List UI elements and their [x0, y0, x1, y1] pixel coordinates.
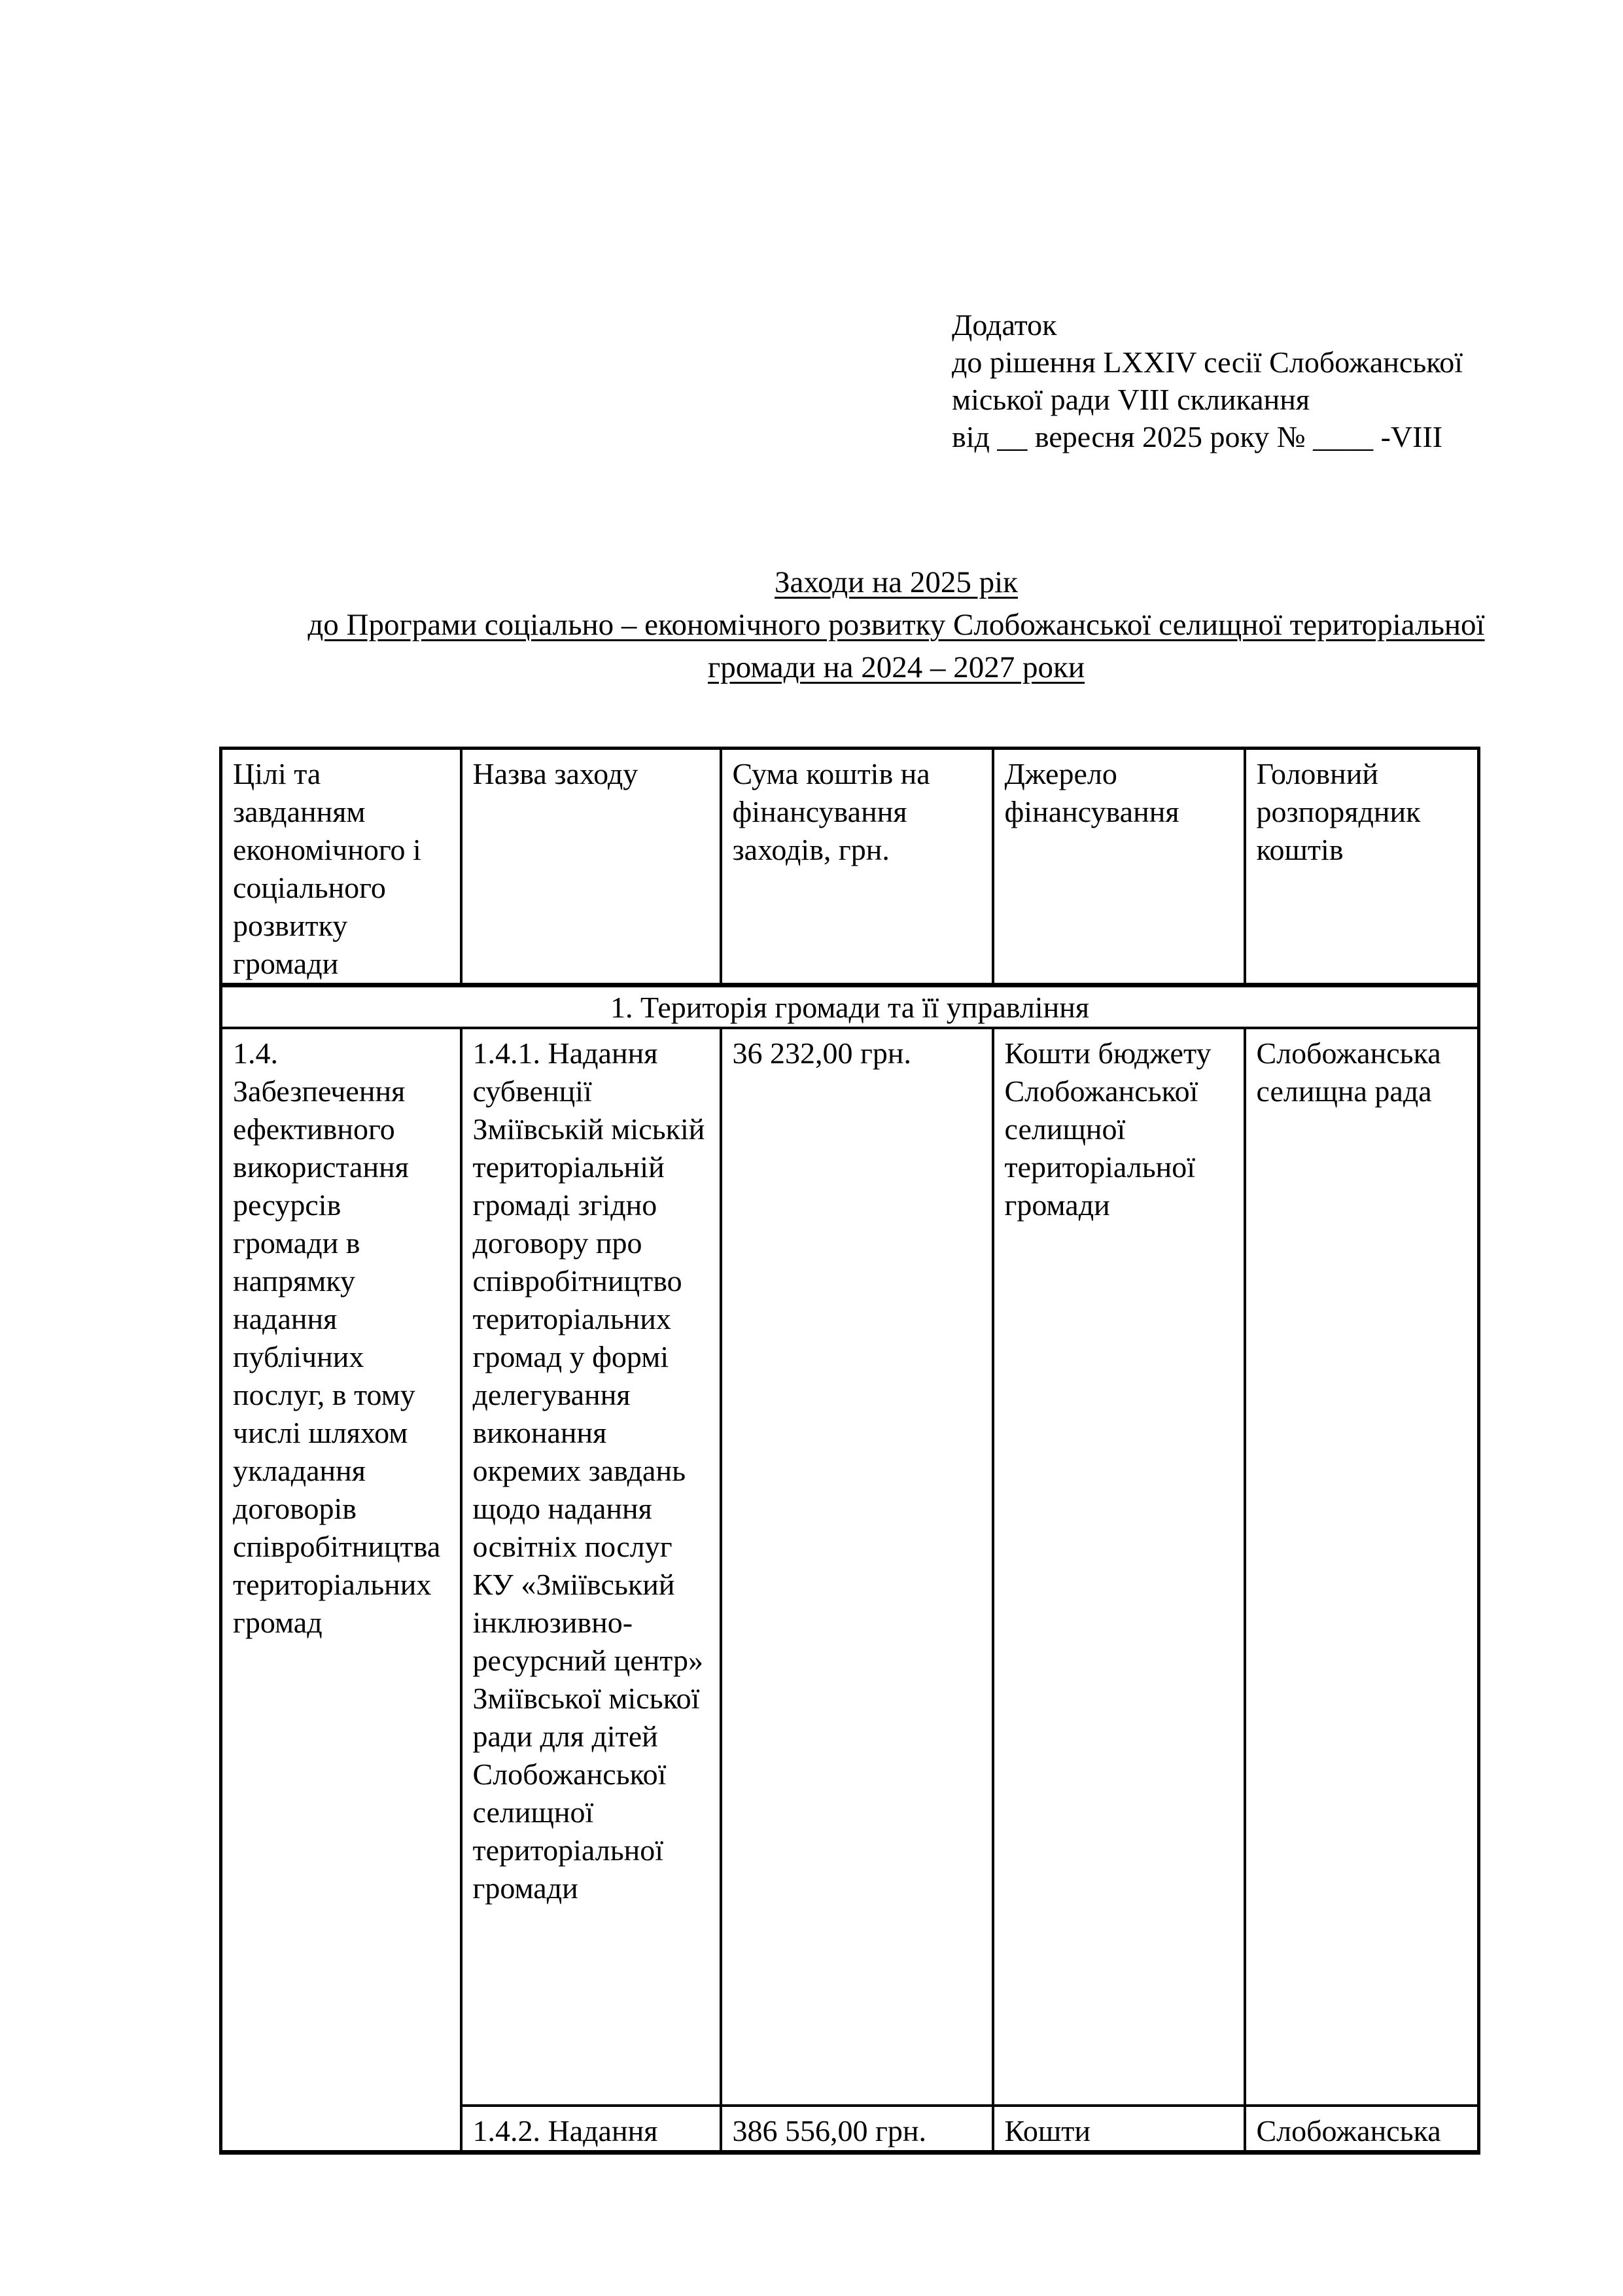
header-measure-name: Назва заходу	[461, 749, 721, 985]
title-line: громади на 2024 – 2027 роки	[708, 650, 1085, 684]
appendix-line: Додаток	[952, 308, 1057, 342]
table-header-row	[221, 749, 1479, 985]
table-row	[221, 1028, 1479, 2106]
measure-cell: 1.4.2. Надання	[461, 2106, 721, 2153]
header-funding-source: Джерело фінансування	[993, 749, 1245, 985]
goal-cell: 1.4. Забезпечення ефективного використання ресурсів громади в напрямку надання публічних послуг, в тому числі шляхом укладання договорів співробітництва територіальних громад	[221, 1028, 461, 2153]
header-goals: Цілі та завданням економічного і соціального розвитку громади	[221, 749, 461, 985]
title-line: до Програми соціально – економічного розвитку Слобожанської селищної територіальної	[307, 608, 1485, 642]
measure-cell: 1.4.1. Надання субвенції Зміївській міській територіальній громаді згідно договору про співробітництво територіальних громад у формі делегування виконання окремих завдань щодо надання освітніх послуг КУ «Зміївський інклюзивно-ресурсний центр» Зміївської міської ради для дітей Слобожанської селищної територіальної громади	[461, 1028, 721, 2106]
appendix-block	[952, 306, 1463, 455]
appendix-line: міської ради VIII скликання	[952, 383, 1310, 416]
amount-cell: 386 556,00 грн.	[721, 2106, 993, 2153]
manager-cell: Слобожанська	[1245, 2106, 1479, 2153]
source-cell: Кошти	[993, 2106, 1245, 2153]
header-funding-amount: Сума коштів на фінансування заходів, грн.	[721, 749, 993, 985]
program-measures-table	[219, 747, 1480, 2155]
section-title: 1. Територія громади та її управління	[221, 985, 1479, 1029]
title-line: Заходи на 2025 рік	[775, 565, 1018, 599]
amount-cell: 36 232,00 грн.	[721, 1028, 993, 2106]
manager-cell: Слобожанська селищна рада	[1245, 1028, 1479, 2106]
appendix-line: до рішення LXXIV сесії Слобожанської	[952, 345, 1463, 379]
header-funds-manager: Головний розпорядник коштів	[1245, 749, 1479, 985]
appendix-line: від __ вересня 2025 року № ____ -VIII	[952, 420, 1443, 453]
section-row	[221, 985, 1479, 1029]
document-title	[258, 561, 1534, 689]
source-cell: Кошти бюджету Слобожанської селищної територіальної громади	[993, 1028, 1245, 2106]
